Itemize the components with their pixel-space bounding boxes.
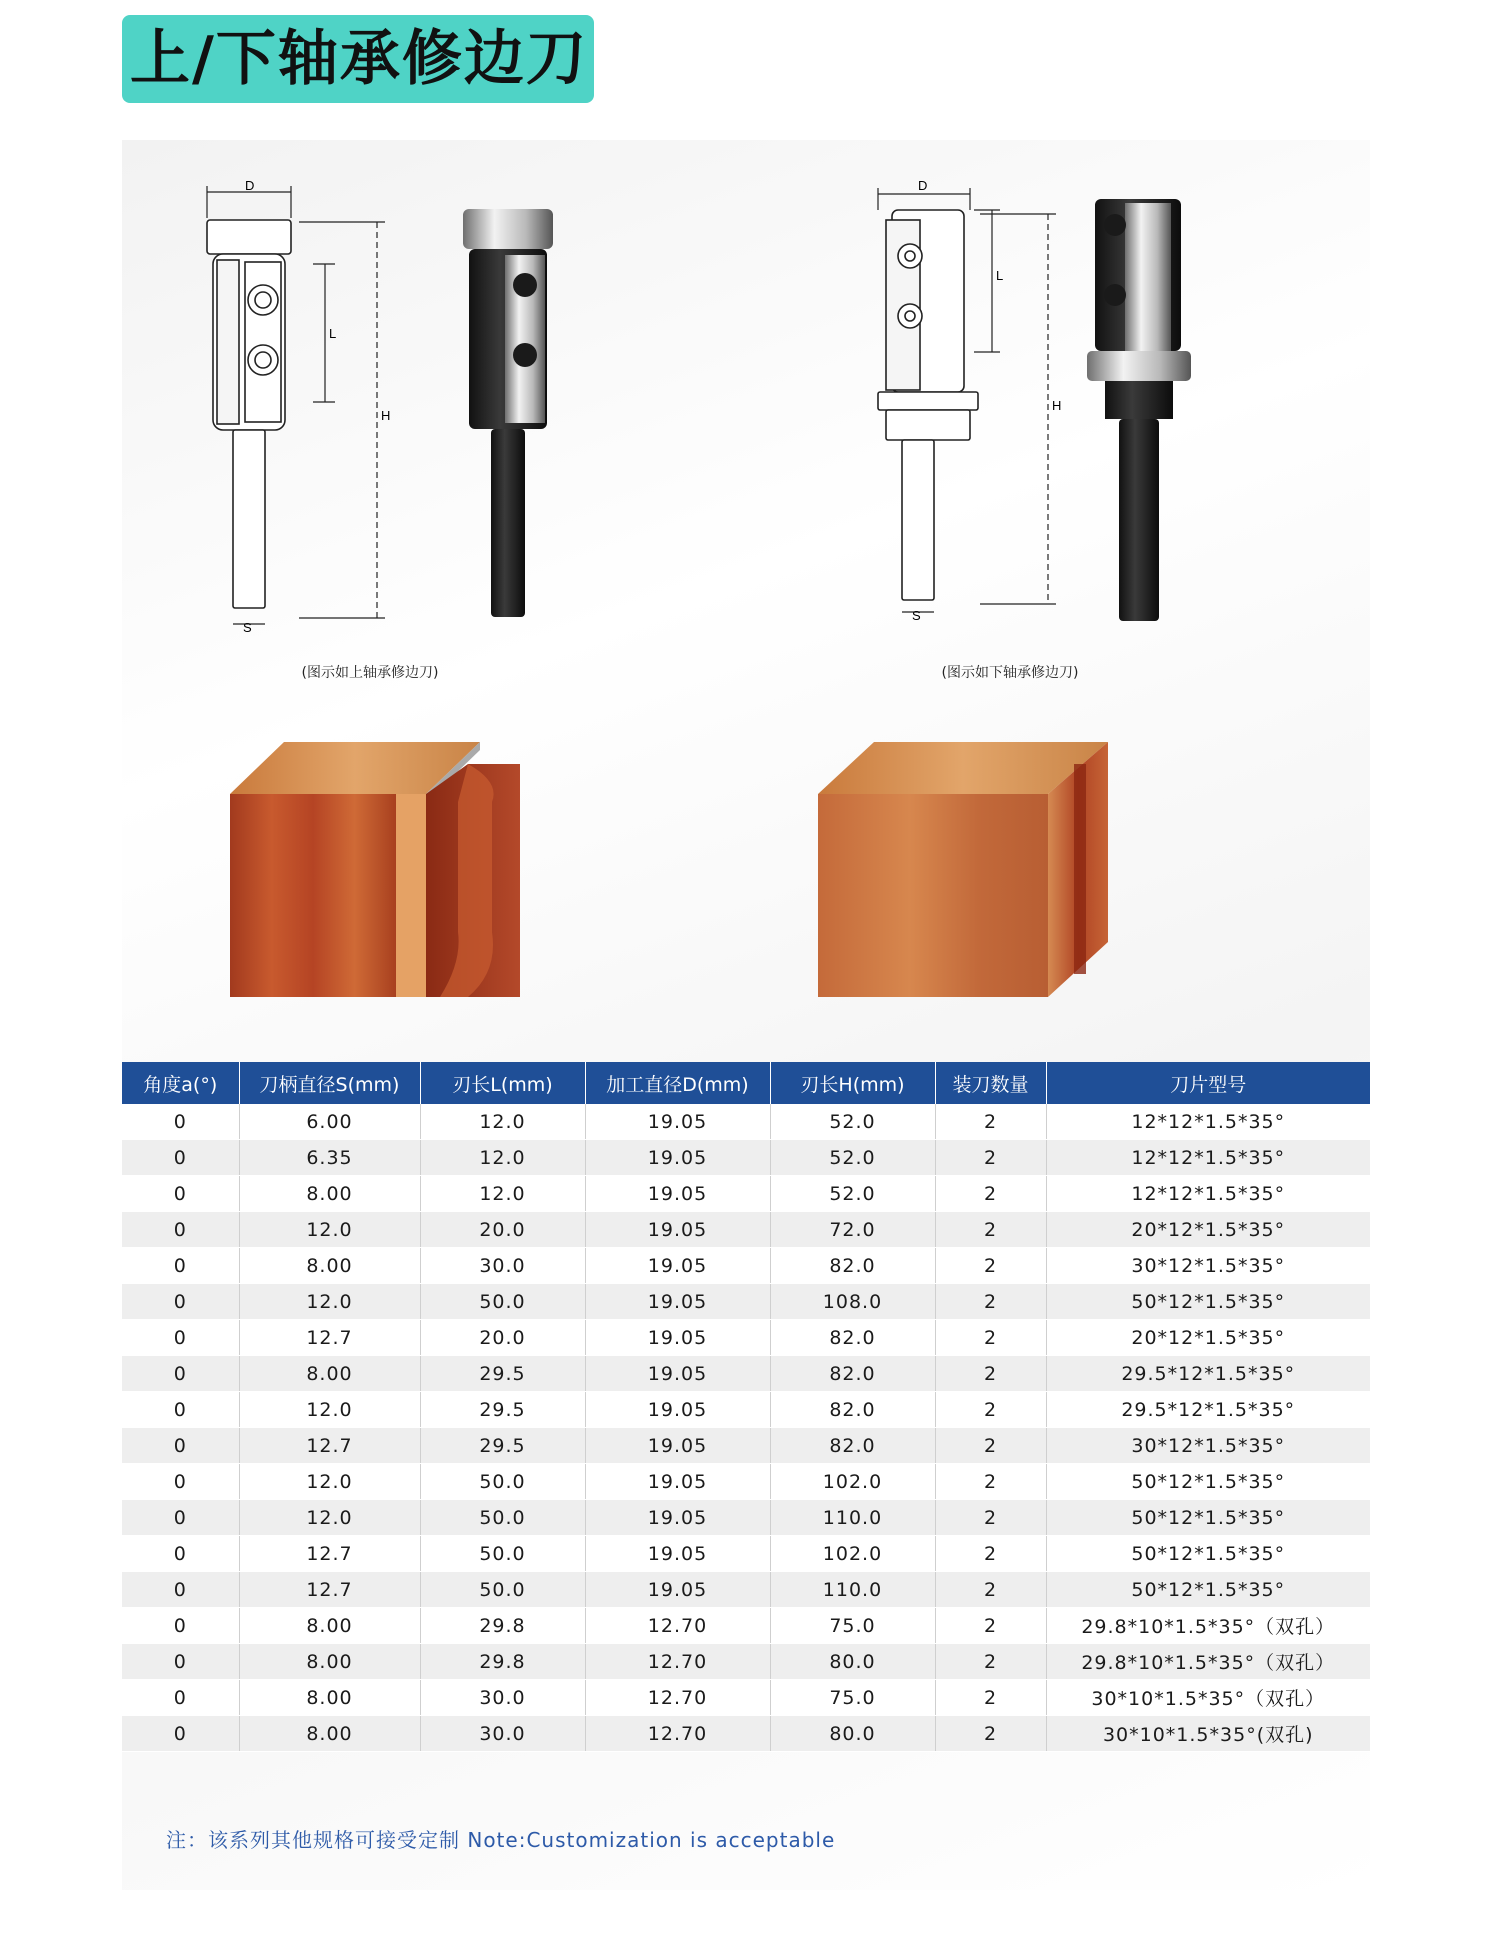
top-bearing-bit-photo [455,205,565,620]
table-cell: 108.0 [770,1284,935,1320]
table-cell: 2 [935,1428,1046,1464]
table-cell: 30*10*1.5*35°(双孔) [1046,1716,1370,1752]
table-cell: 0 [122,1392,239,1428]
table-cell: 75.0 [770,1680,935,1716]
table-cell: 50*12*1.5*35° [1046,1536,1370,1572]
table-cell: 29.5 [420,1392,585,1428]
table-cell: 29.8*10*1.5*35°（双孔） [1046,1608,1370,1644]
table-row [122,1284,1370,1320]
label-h: H [381,408,391,423]
table-cell: 29.5*12*1.5*35° [1046,1356,1370,1392]
table-cell: 0 [122,1680,239,1716]
table-cell: 6.35 [239,1140,420,1176]
label-l-right: L [996,268,1004,283]
table-row [122,1572,1370,1608]
table-cell: 19.05 [585,1500,770,1536]
table-row [122,1212,1370,1248]
col-shank-diameter: 刀柄直径S(mm) [239,1062,420,1104]
table-cell: 30*10*1.5*35°（双孔） [1046,1680,1370,1716]
table-row [122,1608,1370,1644]
table-cell: 2 [935,1320,1046,1356]
table-cell: 82.0 [770,1248,935,1284]
table-cell: 0 [122,1140,239,1176]
table-cell: 50*12*1.5*35° [1046,1284,1370,1320]
table-cell: 0 [122,1608,239,1644]
table-row [122,1536,1370,1572]
table-cell: 20.0 [420,1320,585,1356]
table-cell: 8.00 [239,1680,420,1716]
spec-table [122,1062,1370,1752]
table-cell: 0 [122,1212,239,1248]
table-cell: 2 [935,1356,1046,1392]
table-cell: 2 [935,1644,1046,1680]
table-cell: 30.0 [420,1716,585,1752]
table-row [122,1464,1370,1500]
top-bearing-wood-sample [230,742,520,997]
table-cell: 8.00 [239,1248,420,1284]
table-row [122,1500,1370,1536]
table-cell: 110.0 [770,1500,935,1536]
table-cell: 12.0 [420,1140,585,1176]
table-cell: 19.05 [585,1248,770,1284]
col-cutting-length: 刃长L(mm) [420,1062,585,1104]
table-cell: 50*12*1.5*35° [1046,1572,1370,1608]
table-cell: 8.00 [239,1356,420,1392]
table-header-row [122,1062,1370,1104]
table-cell: 0 [122,1716,239,1752]
table-cell: 30*12*1.5*35° [1046,1248,1370,1284]
right-caption: (图示如下轴承修边刀) [941,665,1079,681]
table-cell: 72.0 [770,1212,935,1248]
left-caption: (图示如上轴承修边刀) [301,665,439,681]
table-cell: 52.0 [770,1176,935,1212]
table-cell: 19.05 [585,1464,770,1500]
bottom-bearing-bit-photo [1085,195,1195,625]
table-cell: 102.0 [770,1464,935,1500]
table-cell: 82.0 [770,1356,935,1392]
table-cell: 52.0 [770,1140,935,1176]
table-cell: 50.0 [420,1464,585,1500]
table-cell: 0 [122,1356,239,1392]
table-cell: 29.8 [420,1644,585,1680]
table-cell: 0 [122,1176,239,1212]
table-cell: 0 [122,1464,239,1500]
bottom-bearing-line-drawing [870,180,1070,630]
table-row [122,1716,1370,1752]
table-cell: 80.0 [770,1716,935,1752]
table-row [122,1140,1370,1176]
table-cell: 2 [935,1464,1046,1500]
table-cell: 20*12*1.5*35° [1046,1320,1370,1356]
table-cell: 12.0 [239,1284,420,1320]
table-cell: 12*12*1.5*35° [1046,1176,1370,1212]
table-cell: 12.7 [239,1536,420,1572]
table-cell: 0 [122,1572,239,1608]
table-cell: 29.8 [420,1608,585,1644]
table-cell: 29.8*10*1.5*35°（双孔） [1046,1644,1370,1680]
label-s-right: S [912,608,921,623]
table-cell: 8.00 [239,1716,420,1752]
table-row [122,1104,1370,1140]
table-cell: 0 [122,1284,239,1320]
table-row [122,1428,1370,1464]
table-row [122,1392,1370,1428]
table-cell: 12.0 [420,1104,585,1140]
page-title: 上/下轴承修边刀 [130,24,588,94]
table-cell: 12.0 [239,1392,420,1428]
table-cell: 12.70 [585,1608,770,1644]
table-row [122,1248,1370,1284]
table-cell: 12.0 [420,1176,585,1212]
table-cell: 0 [122,1320,239,1356]
table-cell: 8.00 [239,1644,420,1680]
table-cell: 2 [935,1104,1046,1140]
table-cell: 30.0 [420,1248,585,1284]
table-cell: 29.5 [420,1356,585,1392]
table-cell: 2 [935,1212,1046,1248]
table-cell: 50*12*1.5*35° [1046,1464,1370,1500]
customization-note: 注：该系列其他规格可接受定制 Note:Customization is acceptable [166,1828,836,1852]
table-cell: 2 [935,1608,1046,1644]
label-d: D [245,180,255,193]
label-d-right: D [918,180,928,193]
table-cell: 19.05 [585,1176,770,1212]
table-cell: 80.0 [770,1644,935,1680]
col-overall-length: 刃长H(mm) [770,1062,935,1104]
top-bearing-line-drawing [195,180,395,640]
table-cell: 2 [935,1284,1046,1320]
table-cell: 19.05 [585,1320,770,1356]
bottom-bearing-wood-sample [818,742,1113,997]
table-cell: 50.0 [420,1284,585,1320]
table-cell: 19.05 [585,1284,770,1320]
table-cell: 2 [935,1140,1046,1176]
table-cell: 12.7 [239,1428,420,1464]
table-cell: 8.00 [239,1608,420,1644]
table-cell: 12*12*1.5*35° [1046,1104,1370,1140]
table-cell: 30*12*1.5*35° [1046,1428,1370,1464]
table-cell: 50.0 [420,1500,585,1536]
table-cell: 0 [122,1248,239,1284]
table-row [122,1176,1370,1212]
table-cell: 2 [935,1716,1046,1752]
table-cell: 0 [122,1536,239,1572]
table-cell: 50.0 [420,1536,585,1572]
col-angle: 角度a(°) [122,1062,239,1104]
table-row [122,1644,1370,1680]
table-cell: 110.0 [770,1572,935,1608]
table-cell: 19.05 [585,1104,770,1140]
table-cell: 0 [122,1500,239,1536]
table-row [122,1680,1370,1716]
table-cell: 82.0 [770,1320,935,1356]
table-cell: 50*12*1.5*35° [1046,1500,1370,1536]
label-l: L [329,326,337,341]
table-cell: 2 [935,1680,1046,1716]
table-cell: 19.05 [585,1536,770,1572]
col-cutting-diameter: 加工直径D(mm) [585,1062,770,1104]
table-cell: 2 [935,1500,1046,1536]
table-cell: 82.0 [770,1392,935,1428]
table-cell: 75.0 [770,1608,935,1644]
table-cell: 2 [935,1572,1046,1608]
table-cell: 12.70 [585,1680,770,1716]
table-cell: 12*12*1.5*35° [1046,1140,1370,1176]
table-cell: 12.7 [239,1572,420,1608]
col-insert-model: 刀片型号 [1046,1062,1370,1104]
table-cell: 30.0 [420,1680,585,1716]
table-cell: 0 [122,1428,239,1464]
table-cell: 12.7 [239,1320,420,1356]
table-cell: 19.05 [585,1140,770,1176]
table-cell: 19.05 [585,1392,770,1428]
table-cell: 6.00 [239,1104,420,1140]
table-row [122,1356,1370,1392]
table-row [122,1320,1370,1356]
table-cell: 50.0 [420,1572,585,1608]
table-cell: 0 [122,1104,239,1140]
label-h-right: H [1052,398,1062,413]
table-cell: 29.5*12*1.5*35° [1046,1392,1370,1428]
table-cell: 52.0 [770,1104,935,1140]
table-cell: 20.0 [420,1212,585,1248]
table-cell: 8.00 [239,1176,420,1212]
col-insert-count: 装刀数量 [935,1062,1046,1104]
table-cell: 19.05 [585,1356,770,1392]
table-cell: 2 [935,1392,1046,1428]
label-s: S [243,620,252,635]
table-cell: 29.5 [420,1428,585,1464]
table-cell: 82.0 [770,1428,935,1464]
table-cell: 12.70 [585,1716,770,1752]
table-cell: 12.0 [239,1500,420,1536]
table-cell: 2 [935,1176,1046,1212]
table-cell: 102.0 [770,1536,935,1572]
table-cell: 12.0 [239,1464,420,1500]
table-cell: 19.05 [585,1572,770,1608]
table-cell: 12.70 [585,1644,770,1680]
table-cell: 2 [935,1536,1046,1572]
table-cell: 12.0 [239,1212,420,1248]
table-cell: 0 [122,1644,239,1680]
table-cell: 19.05 [585,1428,770,1464]
table-cell: 2 [935,1248,1046,1284]
table-cell: 20*12*1.5*35° [1046,1212,1370,1248]
table-cell: 19.05 [585,1212,770,1248]
